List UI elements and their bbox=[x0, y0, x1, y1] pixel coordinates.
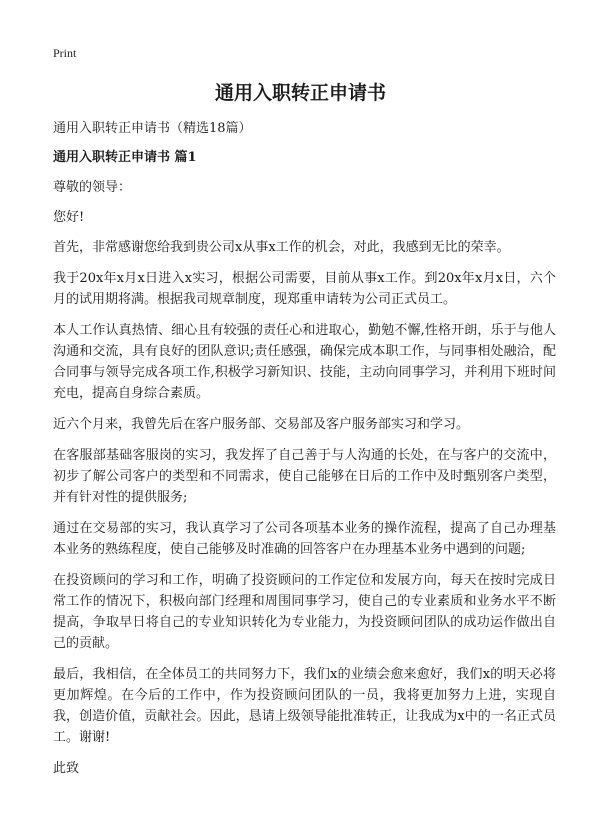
paragraph-customer-service: 在客服部基础客服岗的实习，我发挥了自己善于与人沟通的长处，在与客户的交流中，初步了解公司客户的类型和不同需求，使自己能够在日后的工作中及时甄别客户类型，并有针对性的提供服务; bbox=[53, 448, 556, 505]
print-label: Print bbox=[53, 46, 77, 60]
paragraph-investment-advisor: 在投资顾问的学习和工作，明确了投资顾问的工作定位和发展方向，每天在按时完成日常工作的情况下，积极向部门经理和周围同事学习，使自己的专业素质和业务水平不断提高，争取早日将自己的专业知识转化为专业能力，为投资顾问团队的成功运作做出自己的贡献。 bbox=[53, 573, 556, 651]
paragraph-thanks: 首先，非常感谢您给我到贵公司x从事x工作的机会，对此，我感到无比的荣幸。 bbox=[53, 240, 510, 255]
paragraph-probation: 我于20x年x月x日进入x实习，根据公司需要，目前从事x工作。到20x年x月x日，六个月的试用期将满。根据我司规章制度，现郑重申请转为公司正式员工。 bbox=[53, 271, 556, 307]
section-heading: 通用入职转正申请书 篇1 bbox=[53, 150, 197, 165]
greeting: 您好! bbox=[53, 210, 85, 225]
paragraph-departments: 近六个月来，我曾先后在客户服务部、交易部及客户服务部实习和学习。 bbox=[53, 417, 470, 432]
document-subtitle: 通用入职转正申请书（精选18篇） bbox=[53, 121, 252, 136]
salutation: 尊敬的领导： bbox=[53, 180, 132, 195]
document-title: 通用入职转正申请书 bbox=[214, 82, 386, 104]
paragraph-trading: 通过在交易部的实习，我认真学习了公司各项基本业务的操作流程，提高了自己办理基本业务的熟练程度，使自己能够及时准确的回答客户在办理基本业务中遇到的问题; bbox=[53, 521, 556, 557]
paragraph-conclusion: 最后，我相信，在全体员工的共同努力下，我们x的业绩会愈来愈好，我们x的明天必将更加辉煌。在今后的工作中，作为投资顾问团队的一员，我将更加努力上进，实现自我，创造价值，贡献社会。因此，恳请上级领导能批准转正，让我成为x中的一名正式员工。谢谢! bbox=[53, 667, 556, 745]
closing: 此致 bbox=[53, 761, 80, 776]
paragraph-self-assessment: 本人工作认真热情、细心且有较强的责任心和进取心，勤勉不懈,性格开朗，乐于与他人沟通和交流，具有良好的团队意识;责任感强，确保完成本职工作，与同事相处融洽，配合同事与领导完成各项工作,积极学习新知识、技能，主动向同事学习，并利用下班时间充电，提高自身综合素质。 bbox=[53, 323, 556, 401]
